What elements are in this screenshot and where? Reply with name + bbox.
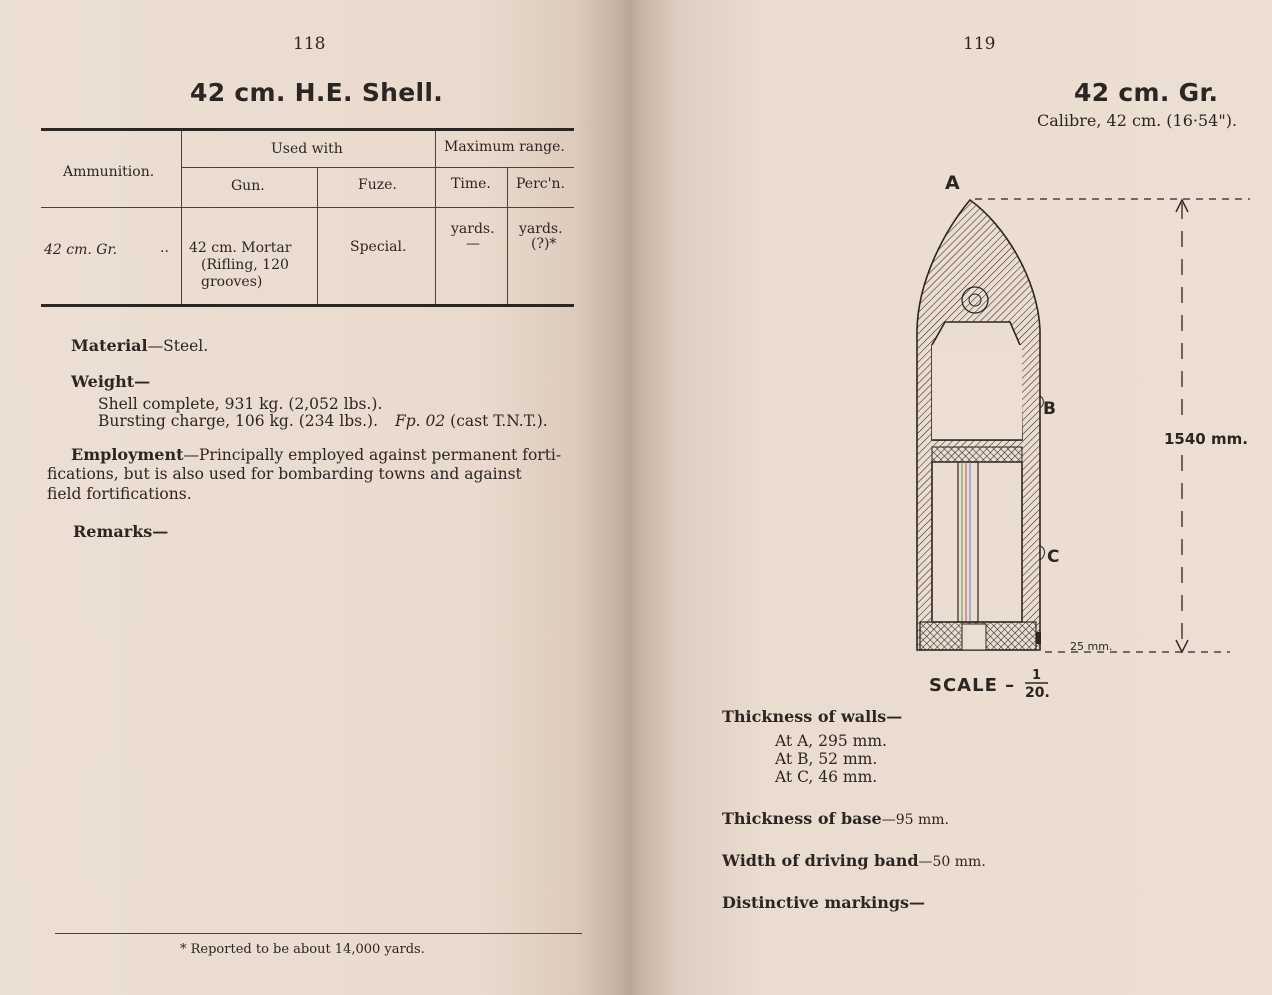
exploder-tube — [958, 462, 978, 622]
walls-label: Thickness of walls— — [722, 707, 903, 726]
right-page-title: 42 cm. Gr. — [1074, 78, 1219, 107]
label-b: B — [1043, 399, 1056, 419]
markings-label: Distinctive markings— — [722, 893, 926, 912]
employment-line3: field fortifications. — [47, 485, 192, 503]
weight-line2-b: Fp. 02 — [394, 412, 446, 430]
left-page-title: 42 cm. H.E. Shell. — [190, 78, 444, 107]
col-ammunition-header: Ammunition. — [63, 164, 155, 180]
label-c: C — [1047, 547, 1060, 567]
col-max-range-header: Maximum range. — [444, 139, 565, 155]
wall-b: At B, 52 mm. — [775, 750, 878, 768]
weight-line2 — [98, 412, 548, 430]
weight-label: Weight— — [71, 372, 151, 391]
row-gun-line1: 42 cm. Mortar — [189, 240, 292, 256]
driving-band — [1036, 632, 1041, 644]
table-bottom-rule — [41, 304, 574, 307]
row-ammunition: 42 cm. Gr. — [44, 242, 118, 258]
row-percn-line2: (?)* — [531, 236, 557, 252]
wall-c: At C, 46 mm. — [775, 768, 878, 786]
weight-line2-a: Bursting charge, 106 kg. (234 lbs.). — [98, 412, 378, 430]
weight-line1: Shell complete, 931 kg. (2,052 lbs.). — [98, 395, 383, 413]
col-fuze-header: Fuze. — [358, 177, 397, 193]
col-gun-header: Gun. — [231, 178, 265, 194]
row-gun-line2: (Rifling, 120 — [201, 257, 289, 273]
row-leader: .. — [160, 240, 169, 256]
table-vline-4 — [507, 168, 508, 304]
right-page-number: 119 — [963, 34, 996, 54]
material-line — [71, 336, 208, 355]
row-time-line1: yards. — [451, 221, 495, 237]
col-time-header: Time. — [451, 176, 491, 192]
table-vline-1 — [181, 131, 182, 304]
table-top-rule — [41, 128, 574, 131]
weight-line2-c: (cast T.N.T.). — [450, 412, 548, 430]
table-vline-3 — [435, 131, 436, 304]
employment-line1 — [71, 446, 576, 464]
right-page-subtitle: Calibre, 42 cm. (16·54"). — [1037, 111, 1238, 130]
table-header-bottom-rule — [41, 207, 574, 208]
band-line — [722, 851, 986, 870]
col-percn-header: Perc'n. — [516, 176, 565, 192]
row-percn-line1: yards. — [519, 221, 563, 237]
upper-chamber — [932, 345, 1022, 440]
band-label: 25 mm. — [1070, 640, 1113, 653]
employment-line2: fications, but is also used for bombarding towns and against — [47, 465, 522, 483]
diaphragm — [932, 447, 1022, 462]
row-gun-line3: grooves) — [201, 274, 263, 290]
material-value: —Steel. — [147, 337, 209, 355]
left-page-number: 118 — [293, 34, 326, 54]
base-label: Thickness of base — [722, 809, 882, 828]
scale-denominator: 20. — [1025, 685, 1050, 701]
remarks-label: Remarks— — [73, 522, 169, 541]
label-a: A — [945, 172, 960, 194]
table-vline-2 — [317, 168, 318, 304]
wall-a: At A, 295 mm. — [775, 732, 887, 750]
height-label: 1540 mm. — [1164, 430, 1248, 448]
material-label: Material — [71, 336, 148, 355]
row-fuze: Special. — [350, 239, 407, 255]
table-header-divider — [181, 167, 574, 168]
band-label-text: Width of driving band — [722, 851, 919, 870]
base-value: —95 mm. — [881, 812, 949, 828]
band-value: —50 mm. — [918, 854, 986, 870]
scale-label: SCALE – — [929, 675, 1016, 696]
col-used-with-header: Used with — [271, 141, 343, 157]
shell-section-diagram — [900, 165, 1272, 705]
employment-text-1: —Principally employed against permanent forti- — [183, 446, 562, 464]
footnote-rule — [55, 933, 582, 934]
row-time-line2: — — [466, 236, 480, 252]
base-line — [722, 809, 949, 828]
footnote: * Reported to be about 14,000 yards. — [180, 942, 425, 957]
employment-label: Employment — [71, 445, 184, 464]
scale-numerator: 1 — [1032, 668, 1042, 683]
